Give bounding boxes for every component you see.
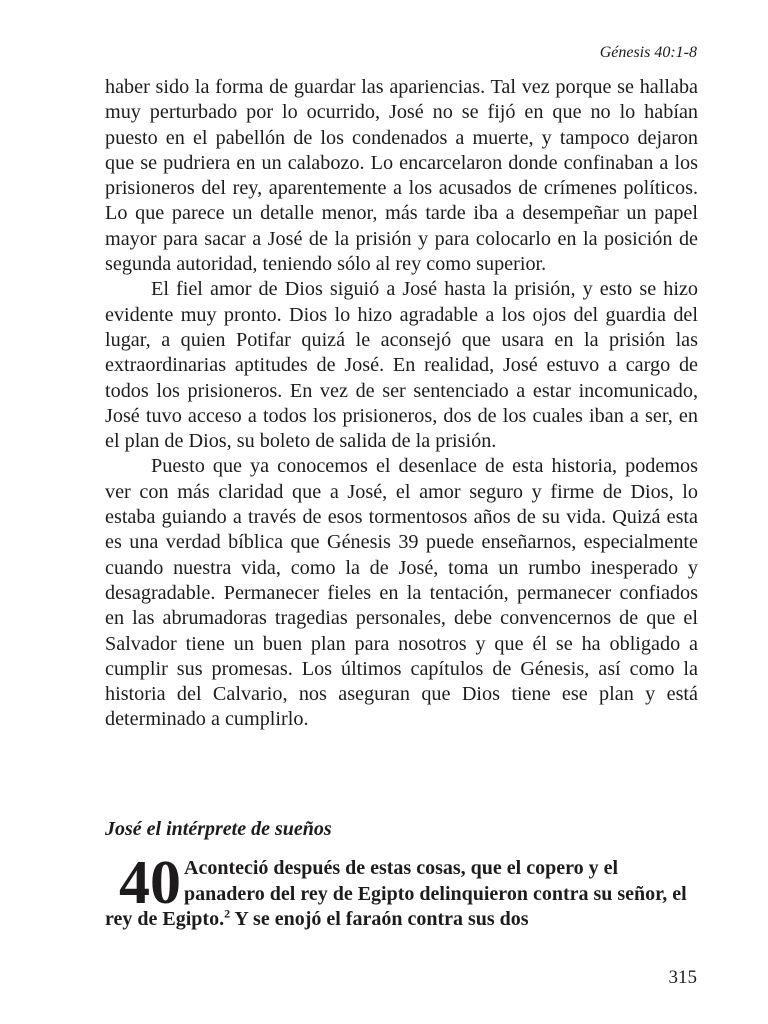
- verse-2-text: Y se enojó el faraón contra sus dos: [230, 908, 529, 930]
- scripture-passage: [105, 849, 698, 933]
- chapter-number: 40: [119, 849, 181, 917]
- paragraph-2: El fiel amor de Dios siguió a José hasta la prisión, y esto se hizo evidente muy pronto. Dios lo hizo agradable a los ojos del guardia del lugar, a quien Potifar quizá le aconsejó que usara en la prisión las extraordinarias aptitudes de José. En realidad, José estuvo a cargo de todos los prisioneros. En vez de ser sentenciado a estar incomunicado, José tuvo acceso a todos los prisioneros, dos de los cuales iban a ser, en el plan de Dios, su boleto de salida de la prisión.: [105, 278, 698, 453]
- running-head: Génesis 40:1-8: [599, 44, 697, 61]
- page-number: 315: [668, 967, 697, 988]
- paragraph-3: Puesto que ya conocemos el desenlace de esta historia, podemos ver con más claridad que a José, el amor seguro y firme de Dios, lo estaba guiando a través de esos tormentosos años de su vida. Quizá esta es una verdad bíblica que Génesis 39 puede enseñarnos, especialmente cuando nuestra vida, como la de José, toma un rumbo inesperado y desagradable. Permanecer fieles en la tentación, permanecer confiados en las abrumadoras tragedias personales, debe convencernos de que el Salvador tiene un buen plan para nosotros y que él se ha obligado a cumplir sus promesas. Los últimos capítulos de Génesis, así como la historia del Calvario, nos aseguran que Dios tiene ese plan y está determinado a cumplirlo.: [105, 455, 698, 731]
- verse-2-number: 2: [224, 906, 231, 921]
- paragraph-1: haber sido la forma de guardar las apariencias. Tal vez porque se hallaba muy perturbado por lo ocurrido, José no se fijó en que no lo habían puesto en el pabellón de los condenados a muerte, y tampoco dejaron que se pudriera en un calabozo. Lo encarcelaron donde confinaban a los prisioneros del rey, aparentemente a los acusados de crímenes políticos. Lo que parece un detalle menor, más tarde iba a desempeñar un papel mayor para sacar a José de la prisión y para colocarlo en la posición de segunda autoridad, teniendo sólo al rey como superior.: [105, 76, 698, 276]
- section-heading: José el intérprete de sueños: [105, 818, 332, 840]
- commentary-text: [105, 75, 698, 733]
- verse-1-text: Aconteció después de estas cosas, que el copero y el panadero del rey de Egipto delinquieron contra su señor, el rey de Egipto.: [105, 857, 687, 930]
